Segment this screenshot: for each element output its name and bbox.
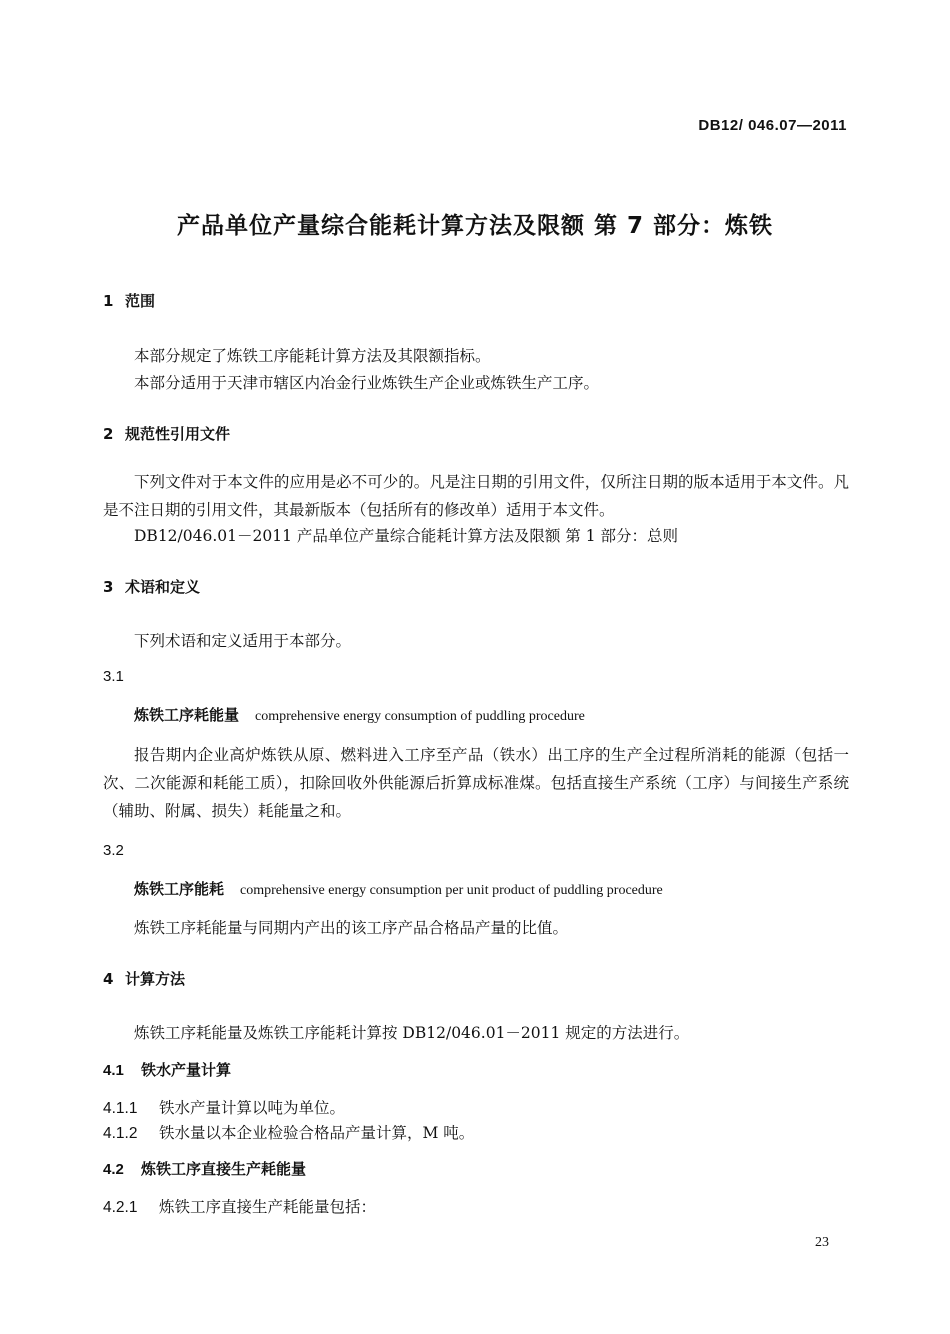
section-number: 4 — [103, 970, 114, 988]
term-number: 3.1 — [103, 668, 124, 685]
subsection-4-1-heading — [103, 1059, 231, 1080]
section-2-heading — [103, 423, 230, 444]
section-number: 2 — [103, 425, 114, 443]
clause-text: 铁水量以本企业检验合格品产量计算，M 吨。 — [159, 1124, 475, 1142]
clause-number: 4.1.1 — [103, 1100, 138, 1117]
paragraph: 下列术语和定义适用于本部分。 — [134, 632, 352, 650]
term-number: 3.2 — [103, 842, 124, 859]
clause-text: 炼铁工序直接生产耗能量包括： — [159, 1198, 377, 1216]
section-4-heading — [103, 968, 185, 989]
section-number: 3 — [103, 578, 114, 596]
subsection-title: 铁水产量计算 — [141, 1061, 232, 1079]
normative-reference: DB12/046.01－2011 产品单位产量综合能耗计算方法及限额 第 1 部分：总则 — [134, 527, 679, 545]
paragraph: 炼铁工序耗能量及炼铁工序能耗计算按 DB12/046.01－2011 规定的方法进行。 — [134, 1024, 690, 1042]
clause-item — [103, 1096, 345, 1118]
section-3-heading — [103, 576, 200, 597]
section-title: 规范性引用文件 — [125, 425, 231, 443]
subsection-number: 4.1 — [103, 1062, 124, 1079]
paragraph: 本部分适用于天津市辖区内冶金行业炼铁生产企业或炼铁生产工序。 — [134, 374, 600, 392]
clause-item — [103, 1195, 376, 1217]
subsection-number: 4.2 — [103, 1161, 124, 1178]
page-number: 23 — [815, 1235, 829, 1250]
paragraph: 本部分规定了炼铁工序能耗计算方法及其限额指标。 — [134, 347, 491, 365]
term-entry — [134, 704, 585, 725]
term-entry — [134, 878, 663, 899]
term-chinese: 炼铁工序能耗 — [134, 880, 225, 898]
section-title: 计算方法 — [125, 970, 186, 988]
term-chinese: 炼铁工序耗能量 — [134, 706, 240, 724]
term-definition: 炼铁工序耗能量与同期内产出的该工序产品合格品产量的比值。 — [134, 919, 569, 937]
section-title: 范围 — [125, 292, 156, 310]
paragraph: 下列文件对于本文件的应用是必不可少的。凡是注日期的引用文件，仅所注日期的版本适用于本文件。凡是不注日期的引用文件，其最新版本（包括所有的修改单）适用于本文件。 — [103, 473, 849, 519]
subsection-4-2-heading — [103, 1158, 306, 1179]
section-1-heading — [103, 290, 155, 311]
clause-number: 4.1.2 — [103, 1125, 138, 1142]
term-definition: 报告期内企业高炉炼铁从原、燃料进入工序至产品（铁水）出工序的生产全过程所消耗的能源（包括一次、二次能源和耗能工质），扣除回收外供能源后折算成标准煤。包括直接生产系统（工序）与间接生产系统（辅助、附属、损失）耗能量之和。 — [103, 746, 849, 820]
clause-text: 铁水产量计算以吨为单位。 — [159, 1099, 346, 1117]
term-english: comprehensive energy consumption per unit product of puddling procedure — [240, 883, 663, 898]
section-number: 1 — [103, 292, 114, 310]
subsection-title: 炼铁工序直接生产耗能量 — [141, 1160, 307, 1178]
clause-number: 4.2.1 — [103, 1199, 138, 1216]
term-english: comprehensive energy consumption of puddling procedure — [255, 709, 585, 724]
clause-item — [103, 1121, 474, 1143]
page-title: 产品单位产量综合能耗计算方法及限额 第 7 部分：炼铁 — [176, 213, 774, 239]
section-title: 术语和定义 — [125, 578, 201, 596]
standard-code: DB12/ 046.07—2011 — [698, 117, 847, 134]
